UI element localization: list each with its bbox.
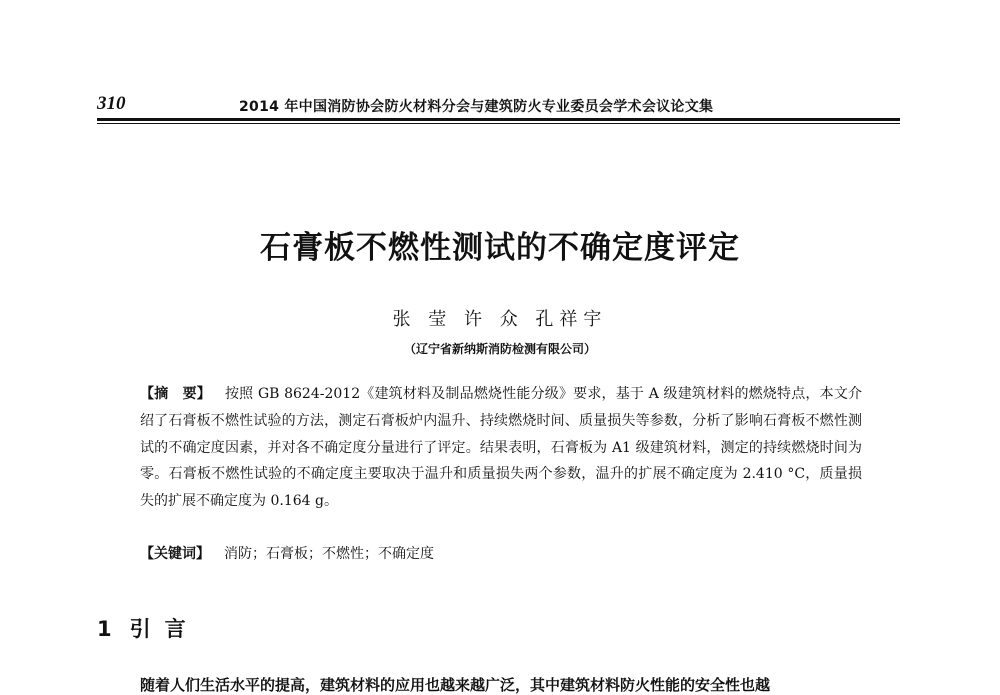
abstract-text: 按照 GB 8624-2012《建筑材料及制品燃烧性能分级》要求，基于 A 级建筑材料的燃烧特点，本文介绍了石膏板不燃性试验的方法，测定石膏板炉内温升、持续燃烧时间、质量损失等参数，分析了影响石膏板不燃性测试的不确定度因素，并对各不确定度分量进行了评定。结果表明，石膏板为 A1 级建筑材料，测定的持续燃烧时间为零。石膏板不燃性试验的不确定度主要取决于温升和质量损失两个参数，温升的扩展不确定度为 2.410 °C，质量损失的扩展不确定度为 0.164 g。 [140,386,863,510]
section-number: 1 [97,617,112,641]
abstract [140,381,862,515]
keywords-label: 【关键词】 [140,546,210,562]
abstract-label: 【摘 要】 [140,386,211,402]
page-number: 310 [97,93,126,114]
keywords-text: 消防；石膏板；不燃性；不确定度 [224,546,434,562]
header-rule-thick [97,118,900,121]
section-title: 引言 [129,617,200,641]
section-heading [97,613,200,643]
page-header [97,93,900,125]
body-paragraph: 随着人们生活水平的提高，建筑材料的应用也越来越广泛，其中建筑材料防火性能的安全性也越 [140,676,771,694]
header-rule-thin [97,123,900,124]
article-title: 石膏板不燃性测试的不确定度评定 [260,230,740,266]
keywords [140,543,862,563]
authors: 张 莹 许 众 孔祥宇 [392,309,608,330]
running-title: 2014 年中国消防协会防火材料分会与建筑防火专业委员会学术会议论文集 [239,99,714,115]
affiliation: （辽宁省新纳斯消防检测有限公司） [403,342,596,356]
